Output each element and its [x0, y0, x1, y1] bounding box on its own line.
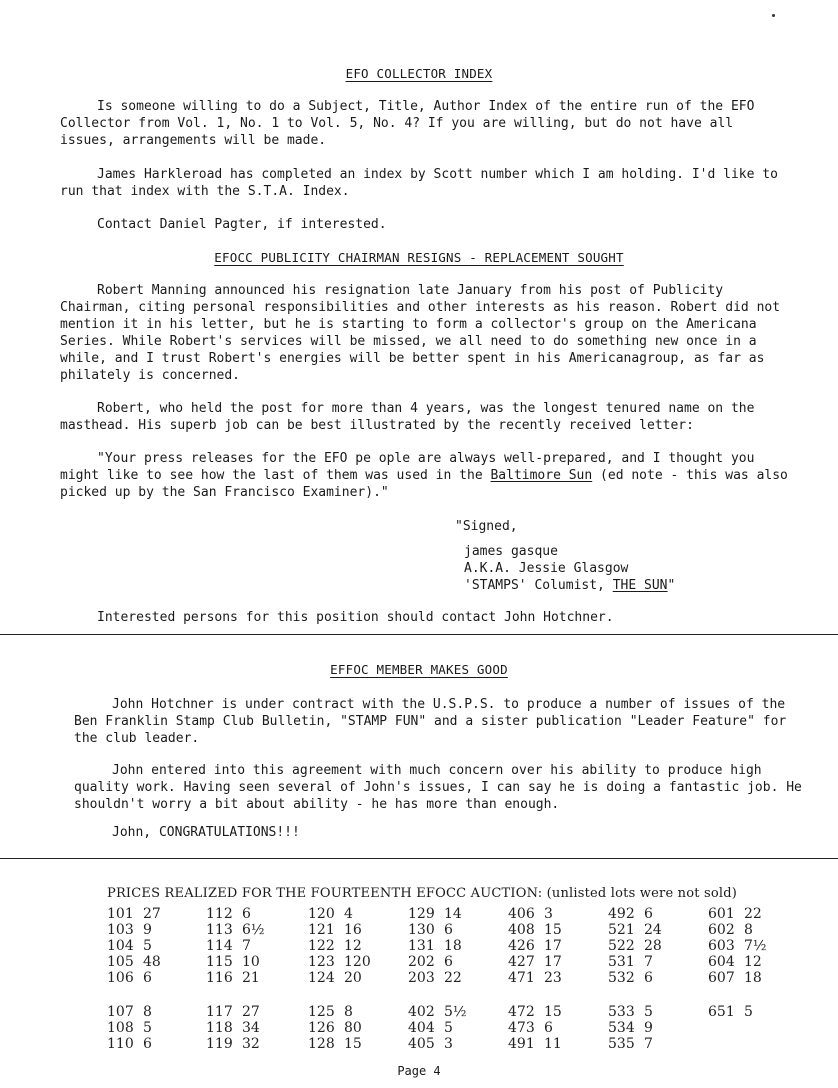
lot-price: 17 — [544, 954, 562, 970]
heading-text: EFO COLLECTOR INDEX — [345, 66, 493, 81]
price-entry — [608, 906, 653, 922]
lot-price: 120 — [344, 954, 371, 970]
price-entry — [708, 938, 766, 954]
price-entry — [608, 922, 662, 938]
lot-number: 651 — [708, 1004, 735, 1020]
lot-number: 472 — [508, 1004, 535, 1020]
heading-text: EFFOC MEMBER MAKES GOOD — [330, 662, 508, 677]
price-entry — [408, 1004, 466, 1020]
price-entry — [508, 922, 562, 938]
lot-price: 6 — [444, 922, 453, 938]
price-entry — [308, 1004, 353, 1020]
signed-label: "Signed, — [455, 519, 518, 534]
lot-number: 117 — [206, 1004, 233, 1020]
price-entry — [107, 970, 152, 986]
lot-price: 27 — [242, 1004, 260, 1020]
lot-price: 5 — [143, 938, 152, 954]
lot-number: 124 — [308, 970, 335, 986]
price-entry — [107, 1004, 152, 1020]
lot-number: 121 — [308, 922, 335, 938]
lot-number: 203 — [408, 970, 435, 986]
lot-number: 404 — [408, 1020, 435, 1036]
lot-number: 126 — [308, 1020, 335, 1036]
lot-number: 130 — [408, 922, 435, 938]
price-entry — [608, 970, 653, 986]
price-entry — [608, 1020, 653, 1036]
price-entry — [708, 922, 753, 938]
lot-price: 9 — [143, 922, 152, 938]
price-entry — [206, 1020, 260, 1036]
signature-paper-name: THE SUN — [612, 578, 668, 593]
paragraph-contact-hotchner: Interested persons for this position should contact John Hotchner. — [97, 610, 614, 625]
lot-number: 106 — [107, 970, 134, 986]
lot-number: 604 — [708, 954, 735, 970]
price-entry — [608, 938, 662, 954]
lot-price: 15 — [544, 1004, 562, 1020]
price-entry — [206, 906, 251, 922]
price-entry — [107, 954, 161, 970]
lot-price: 12 — [744, 954, 762, 970]
page-number: Page 4 — [397, 1064, 441, 1078]
lot-number: 603 — [708, 938, 735, 954]
lot-number: 118 — [206, 1020, 233, 1036]
lot-price: 48 — [143, 954, 161, 970]
price-entry — [708, 906, 762, 922]
lot-number: 107 — [107, 1004, 134, 1020]
price-entry — [508, 970, 562, 986]
lot-number: 426 — [508, 938, 535, 954]
heading-member-makes-good — [0, 662, 838, 677]
price-entry — [408, 1036, 453, 1052]
lot-number: 602 — [708, 922, 735, 938]
lot-number: 110 — [107, 1036, 134, 1052]
lot-price: 6 — [242, 906, 251, 922]
lot-price: 6 — [544, 1020, 553, 1036]
lot-price: 22 — [744, 906, 762, 922]
lot-number: 108 — [107, 1020, 134, 1036]
lot-number: 113 — [206, 922, 233, 938]
price-entry — [708, 970, 762, 986]
paragraph-press-quote — [60, 450, 790, 501]
lot-number: 112 — [206, 906, 233, 922]
heading-efo-collector-index — [0, 66, 838, 81]
signature-quote-mark: " — [667, 578, 676, 593]
lot-number: 607 — [708, 970, 735, 986]
price-entry — [206, 922, 264, 938]
lot-price: 7 — [644, 1036, 653, 1052]
lot-price: 14 — [444, 906, 462, 922]
lot-price: 24 — [644, 922, 662, 938]
lot-price: 5½ — [444, 1004, 467, 1020]
lot-price: 3 — [444, 1036, 453, 1052]
price-entry — [608, 954, 653, 970]
price-entry — [308, 922, 362, 938]
lot-price: 9 — [644, 1020, 653, 1036]
lot-number: 116 — [206, 970, 233, 986]
lot-price: 8 — [143, 1004, 152, 1020]
signature-title — [464, 577, 675, 594]
price-entry — [206, 1036, 260, 1052]
lot-number: 473 — [508, 1020, 535, 1036]
price-entry — [408, 954, 453, 970]
lot-number: 125 — [308, 1004, 335, 1020]
heading-publicity-chairman — [0, 250, 838, 265]
lot-price: 20 — [344, 970, 362, 986]
lot-number: 129 — [408, 906, 435, 922]
lot-price: 22 — [444, 970, 462, 986]
paragraph-contact-pagter: Contact Daniel Pagter, if interested. — [97, 217, 387, 232]
lot-number: 533 — [608, 1004, 635, 1020]
price-entry — [107, 938, 152, 954]
price-entry — [408, 1020, 453, 1036]
lot-number: 491 — [508, 1036, 535, 1052]
lot-price: 34 — [242, 1020, 260, 1036]
lot-price: 80 — [344, 1020, 362, 1036]
paragraph-congratulations: John, CONGRATULATIONS!!! — [112, 825, 300, 840]
price-entry — [408, 938, 462, 954]
price-entry — [308, 954, 371, 970]
price-entry — [107, 1036, 152, 1052]
lot-number: 532 — [608, 970, 635, 986]
price-entry — [408, 970, 462, 986]
price-entry — [206, 954, 260, 970]
lot-number: 406 — [508, 906, 535, 922]
lot-number: 131 — [408, 938, 435, 954]
price-entry — [508, 954, 562, 970]
price-entry — [408, 922, 453, 938]
heading-text: EFOCC PUBLICITY CHAIRMAN RESIGNS - REPLACEMENT SOUGHT — [214, 250, 624, 265]
lot-number: 402 — [408, 1004, 435, 1020]
lot-price: 6 — [644, 906, 653, 922]
lot-number: 119 — [206, 1036, 233, 1052]
lot-number: 101 — [107, 906, 134, 922]
price-entry — [408, 906, 462, 922]
price-entry — [107, 906, 161, 922]
lot-price: 18 — [744, 970, 762, 986]
lot-number: 535 — [608, 1036, 635, 1052]
paragraph-manning-resignation: Robert Manning announced his resignation late January from his post of Publicity Chairman, citing personal responsibilities and other interests as his reason. Robert did not mention it in his letter, but he is starting to form a collector's group on the Americana Series. While Robert's services will be missed, we all need to do something new once in a while, and I trust Robert's energies will be better spent in his Americanagroup, as far as philately is concerned. — [60, 283, 781, 383]
lot-price: 5 — [444, 1020, 453, 1036]
lot-price: 6 — [143, 1036, 152, 1052]
lot-number: 103 — [107, 922, 134, 938]
lot-number: 122 — [308, 938, 335, 954]
price-entry — [608, 1036, 653, 1052]
signature-name: james gasque — [464, 544, 558, 559]
price-entry — [308, 970, 362, 986]
paragraph-index-request: Is someone willing to do a Subject, Title, Author Index of the entire run of the EFO Collector from Vol. 1, No. 1 to Vol. 5, No. 4? If you are willing, but do not have all issues, arrangements will be made. — [60, 99, 755, 148]
lot-number: 202 — [408, 954, 435, 970]
lot-number: 522 — [608, 938, 635, 954]
lot-number: 471 — [508, 970, 535, 986]
price-entry — [206, 1004, 260, 1020]
price-entry — [608, 1004, 653, 1020]
lot-price: 4 — [344, 906, 353, 922]
price-entry — [308, 906, 353, 922]
price-entry — [508, 938, 562, 954]
lot-price: 27 — [143, 906, 161, 922]
price-entry — [308, 1036, 362, 1052]
lot-price: 7 — [242, 938, 251, 954]
price-entry — [508, 1020, 553, 1036]
signature-title-text: 'STAMPS' Columist, — [464, 578, 613, 593]
price-entry — [708, 954, 762, 970]
price-entry — [508, 1036, 562, 1052]
lot-price: 5 — [644, 1004, 653, 1020]
lot-price: 15 — [344, 1036, 362, 1052]
lot-price: 17 — [544, 938, 562, 954]
price-entry — [508, 906, 553, 922]
lot-price: 6 — [444, 954, 453, 970]
section-divider — [0, 634, 838, 635]
lot-number: 405 — [408, 1036, 435, 1052]
lot-number: 601 — [708, 906, 735, 922]
lot-price: 12 — [344, 938, 362, 954]
paragraph-hotchner-contract: John Hotchner is under contract with the U.S.P.S. to produce a number of issues of the Ben Franklin Stamp Club Bulletin, "STAMP FUN" and a sister publication "Leader Feature" for the club leader. — [74, 697, 787, 746]
lot-price: 6 — [143, 970, 152, 986]
paragraph-manning-tenure: Robert, who held the post for more than 4 years, was the longest tenured name on the masthead. His superb job can be best illustrated by the recently received letter: — [60, 401, 755, 433]
price-entry — [206, 938, 251, 954]
lot-number: 492 — [608, 906, 635, 922]
lot-price: 5 — [744, 1004, 753, 1020]
paragraph-hotchner-quality: John entered into this agreement with much concern over his ability to produce high quality work. Having seen several of John's issues, I can say he is doing a fantastic job. He shouldn't worry a bit about ability - he has more than enough. — [74, 763, 802, 812]
lot-price: 23 — [544, 970, 562, 986]
price-entry — [206, 970, 260, 986]
lot-price: 32 — [242, 1036, 260, 1052]
lot-price: 28 — [644, 938, 662, 954]
signature-aka: A.K.A. Jessie Glasgow — [464, 561, 629, 576]
price-entry — [107, 1020, 152, 1036]
lot-price: 8 — [744, 922, 753, 938]
lot-number: 408 — [508, 922, 535, 938]
prices-heading: PRICES REALIZED FOR THE FOURTEENTH EFOCC AUCTION: (unlisted lots were not sold) — [107, 886, 738, 901]
lot-number: 534 — [608, 1020, 635, 1036]
lot-number: 114 — [206, 938, 233, 954]
lot-price: 21 — [242, 970, 260, 986]
lot-price: 18 — [444, 938, 462, 954]
lot-number: 115 — [206, 954, 233, 970]
price-entry — [708, 1004, 753, 1020]
lot-number: 128 — [308, 1036, 335, 1052]
lot-number: 531 — [608, 954, 635, 970]
lot-price: 15 — [544, 922, 562, 938]
price-entry — [107, 922, 152, 938]
lot-number: 123 — [308, 954, 335, 970]
section-divider — [0, 858, 838, 859]
lot-price: 3 — [544, 906, 553, 922]
lot-number: 427 — [508, 954, 535, 970]
price-entry — [308, 938, 362, 954]
lot-price: 6 — [644, 970, 653, 986]
price-entry — [508, 1004, 562, 1020]
speck-mark — [772, 14, 775, 17]
quote-paper-name: Baltimore Sun — [490, 468, 593, 483]
lot-number: 105 — [107, 954, 134, 970]
quote-text-end: (ed note - this was also picked up by the San Francisco Examiner)." — [60, 468, 788, 500]
lot-price: 11 — [544, 1036, 562, 1052]
lot-number: 120 — [308, 906, 335, 922]
lot-price: 7½ — [744, 938, 767, 954]
lot-price: 6½ — [242, 922, 265, 938]
quote-text: "Your press releases for the EFO pe ople are always well-prepared, and I thought you might like to see how the last of them was used in the — [60, 451, 755, 483]
lot-price: 5 — [143, 1020, 152, 1036]
paragraph-harkleroad-index: James Harkleroad has completed an index by Scott number which I am holding. I'd like to run that index with the S.T.A. Index. — [60, 167, 778, 199]
lot-price: 8 — [344, 1004, 353, 1020]
lot-price: 10 — [242, 954, 260, 970]
lot-price: 16 — [344, 922, 362, 938]
lot-number: 521 — [608, 922, 635, 938]
lot-number: 104 — [107, 938, 134, 954]
lot-price: 7 — [644, 954, 653, 970]
price-entry — [308, 1020, 362, 1036]
